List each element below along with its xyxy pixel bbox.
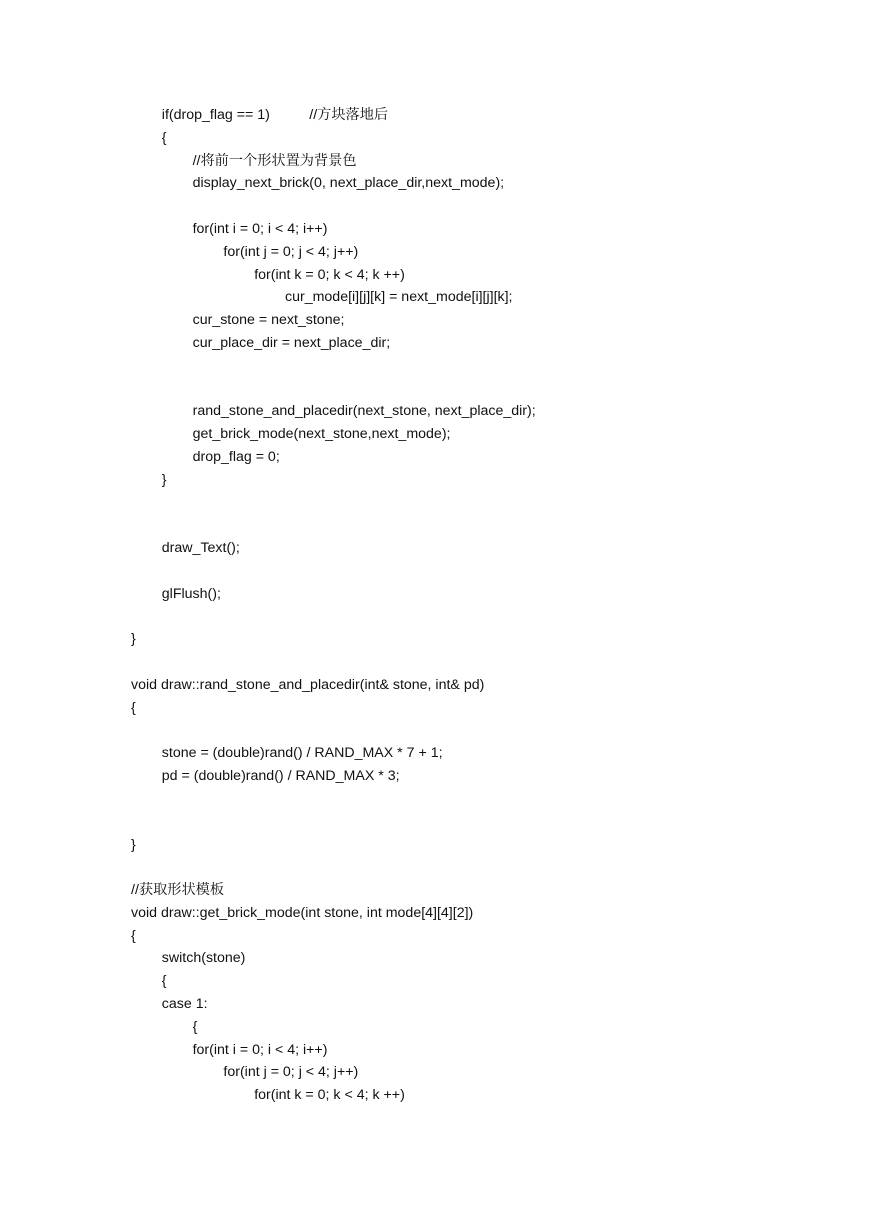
code-line [131,355,536,378]
code-line: for(int i = 0; i < 4; i++) [192,220,328,237]
code-line: switch(stone) [161,950,246,967]
code-line: get_brick_mode(next_stone,next_mode); [192,426,451,443]
code-line [131,788,536,811]
code-line: { [131,699,136,716]
code-line: { [161,973,167,990]
code-line: rand_stone_and_placedir(next_stone, next_place_dir); [192,403,536,420]
code-line [131,811,536,834]
code-line: cur_stone = next_stone; [192,312,345,329]
code-line: cur_mode[i][j][k] = next_mode[i][j][k]; [285,289,513,306]
code-line: } [161,471,167,488]
code-line: } [131,631,136,648]
code-line [131,606,536,629]
code-line: cur_place_dir = next_place_dir; [192,334,391,351]
code-line: case 1: [161,996,208,1013]
code-line: glFlush(); [161,585,221,602]
code-line [131,378,536,401]
code-line: void draw::get_brick_mode(int stone, int mode[4][4][2]) [131,904,474,921]
code-line: { [192,1018,198,1035]
code-line: //将前一个形状置为背景色 [192,152,357,169]
code-listing [131,104,536,1107]
code-line: for(int k = 0; k < 4; k ++) [254,266,405,283]
code-line [131,195,536,218]
code-line: for(int j = 0; j < 4; j++) [223,1064,359,1081]
code-line: draw_Text(); [161,540,240,557]
code-line: for(int i = 0; i < 4; i++) [192,1041,328,1058]
code-line [131,856,536,879]
code-line: display_next_brick(0, next_place_dir,next_mode); [192,175,505,192]
code-line: stone = (double)rand() / RAND_MAX * 7 + 1; [161,745,443,762]
code-line: if(drop_flag == 1) //方块落地后 [161,107,389,123]
code-line: { [161,129,167,146]
code-line [131,560,536,583]
code-line: void draw::rand_stone_and_placedir(int& stone, int& pd) [131,676,485,693]
code-line [131,651,536,674]
code-line [131,514,536,537]
code-line: } [131,836,136,853]
code-line [131,720,536,743]
code-line: //获取形状模板 [131,882,225,899]
code-line [131,492,536,515]
code-line: for(int k = 0; k < 4; k ++) [254,1087,405,1104]
code-line: { [131,927,136,944]
code-line: pd = (double)rand() / RAND_MAX * 3; [161,768,400,785]
code-line: drop_flag = 0; [192,448,280,465]
code-line: for(int j = 0; j < 4; j++) [223,243,359,260]
